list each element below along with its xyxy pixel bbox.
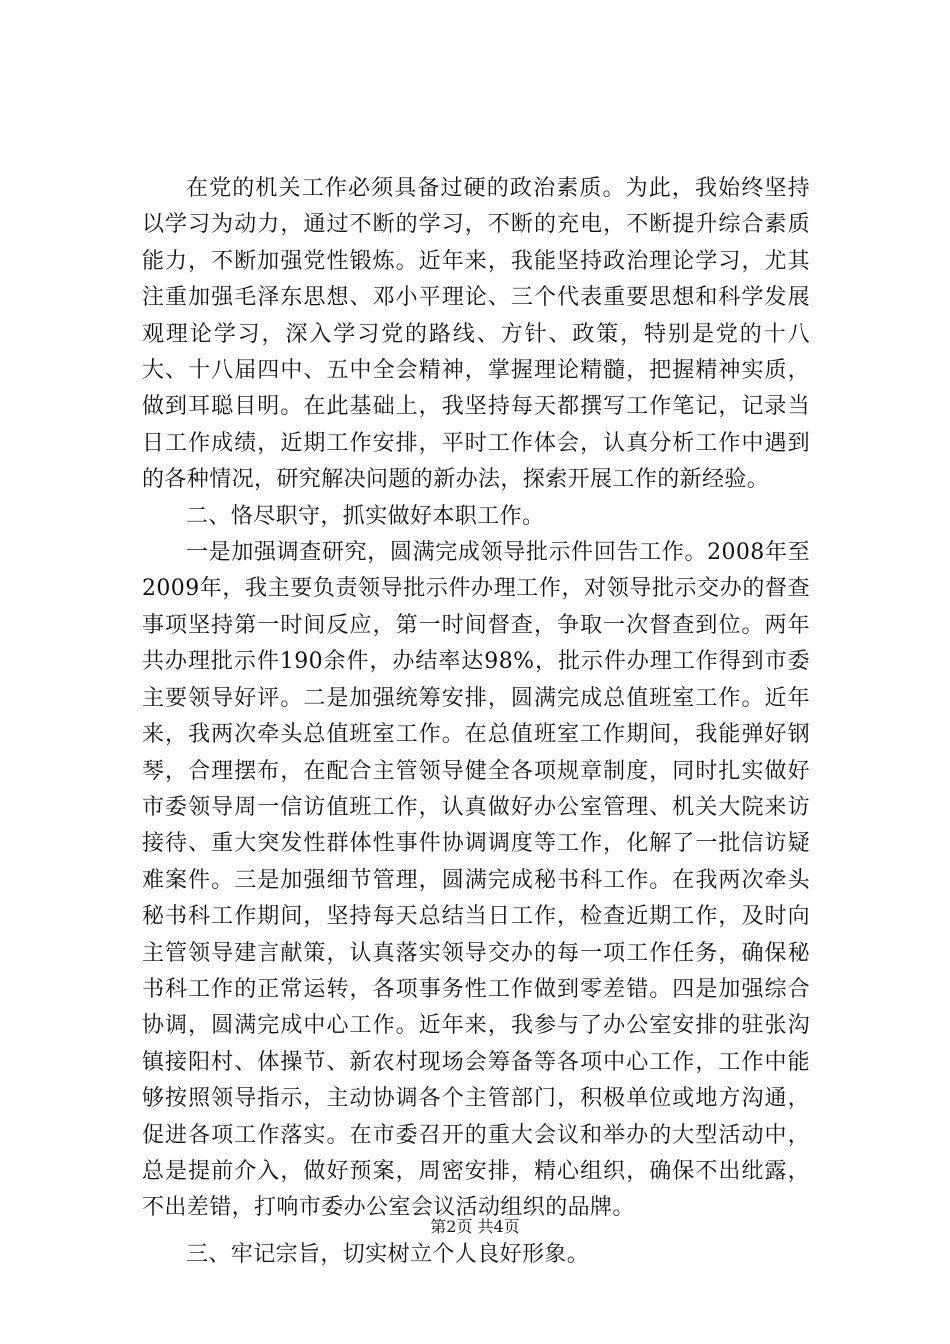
document-body bbox=[142, 171, 810, 1273]
section-heading-image: 三、牢记宗旨，切实树立个人良好形象。 bbox=[186, 1241, 590, 1267]
paragraph-political-quality: 在党的机关工作必须具备过硬的政治素质。为此，我始终坚持以学习为动力，通过不断的学习，不断的充电，不断提升综合素质能力，不断加强党性锻炼。近年来，我能坚持政治理论学习，尤其注重加强毛泽东思想、邓小平理论、三个代表重要思想和科学发展观理论学习，深入学习党的路线、方针、政策，特别是党的十八大、十八届四中、五中全会精神，掌握理论精髓，把握精神实质，做到耳聪目明。在此基础上，我坚持每天都撰写工作笔记，记录当日工作成绩，近期工作安排，平时工作体会，认真分析工作中遇到的各种情况，研究解决问题的新办法，探索开展工作的新经验。 bbox=[142, 176, 810, 493]
paragraph-duties-detail: 一是加强调查研究，圆满完成领导批示件回告工作。2008年至2009年，我主要负责领导批示件办理工作，对领导批示交办的督查事项坚持第一时间反应，第一时间督查，争取一次督查到位。两年共办理批示件190余件，办结率达98%，批示件办理工作得到市委主要领导好评。二是加强统筹安排，圆满完成总值班室工作。近年来，我两次牵头总值班室工作。在总值班室工作期间，我能弹好钢琴，合理摆布，在配合主管领导健全各项规章制度，同时扎实做好市委领导周一信访值班工作，认真做好办公室管理、机关大院来访接待、重大突发性群体性事件协调调度等工作，化解了一批信访疑难案件。三是加强细节管理，圆满完成秘书科工作。在我两次牵头秘书科工作期间，坚持每天总结当日工作，检查近期工作，及时向主管领导建言献策，认真落实领导交办的每一项工作任务，确保秘书科工作的正常运转，各项事务性工作做到零差错。四是加强综合协调，圆满完成中心工作。近年来，我参与了办公室安排的驻张沟镇接阳村、体操节、新农村现场会筹备等各项中心工作，工作中能够按照领导指示，主动协调各个主管部门，积极单位或地方沟通，促进各项工作落实。在市委召开的重大会议和举办的大型活动中，总是提前介入，做好预案，周密安排，精心组织，确保不出纰露，不出差错，打响市委办公室会议活动组织的品牌。 bbox=[142, 540, 810, 1221]
page-number-footer: 第2页 共4页 bbox=[430, 1217, 520, 1236]
section-heading-duties: 二、恪尽职守，抓实做好本职工作。 bbox=[186, 503, 545, 529]
